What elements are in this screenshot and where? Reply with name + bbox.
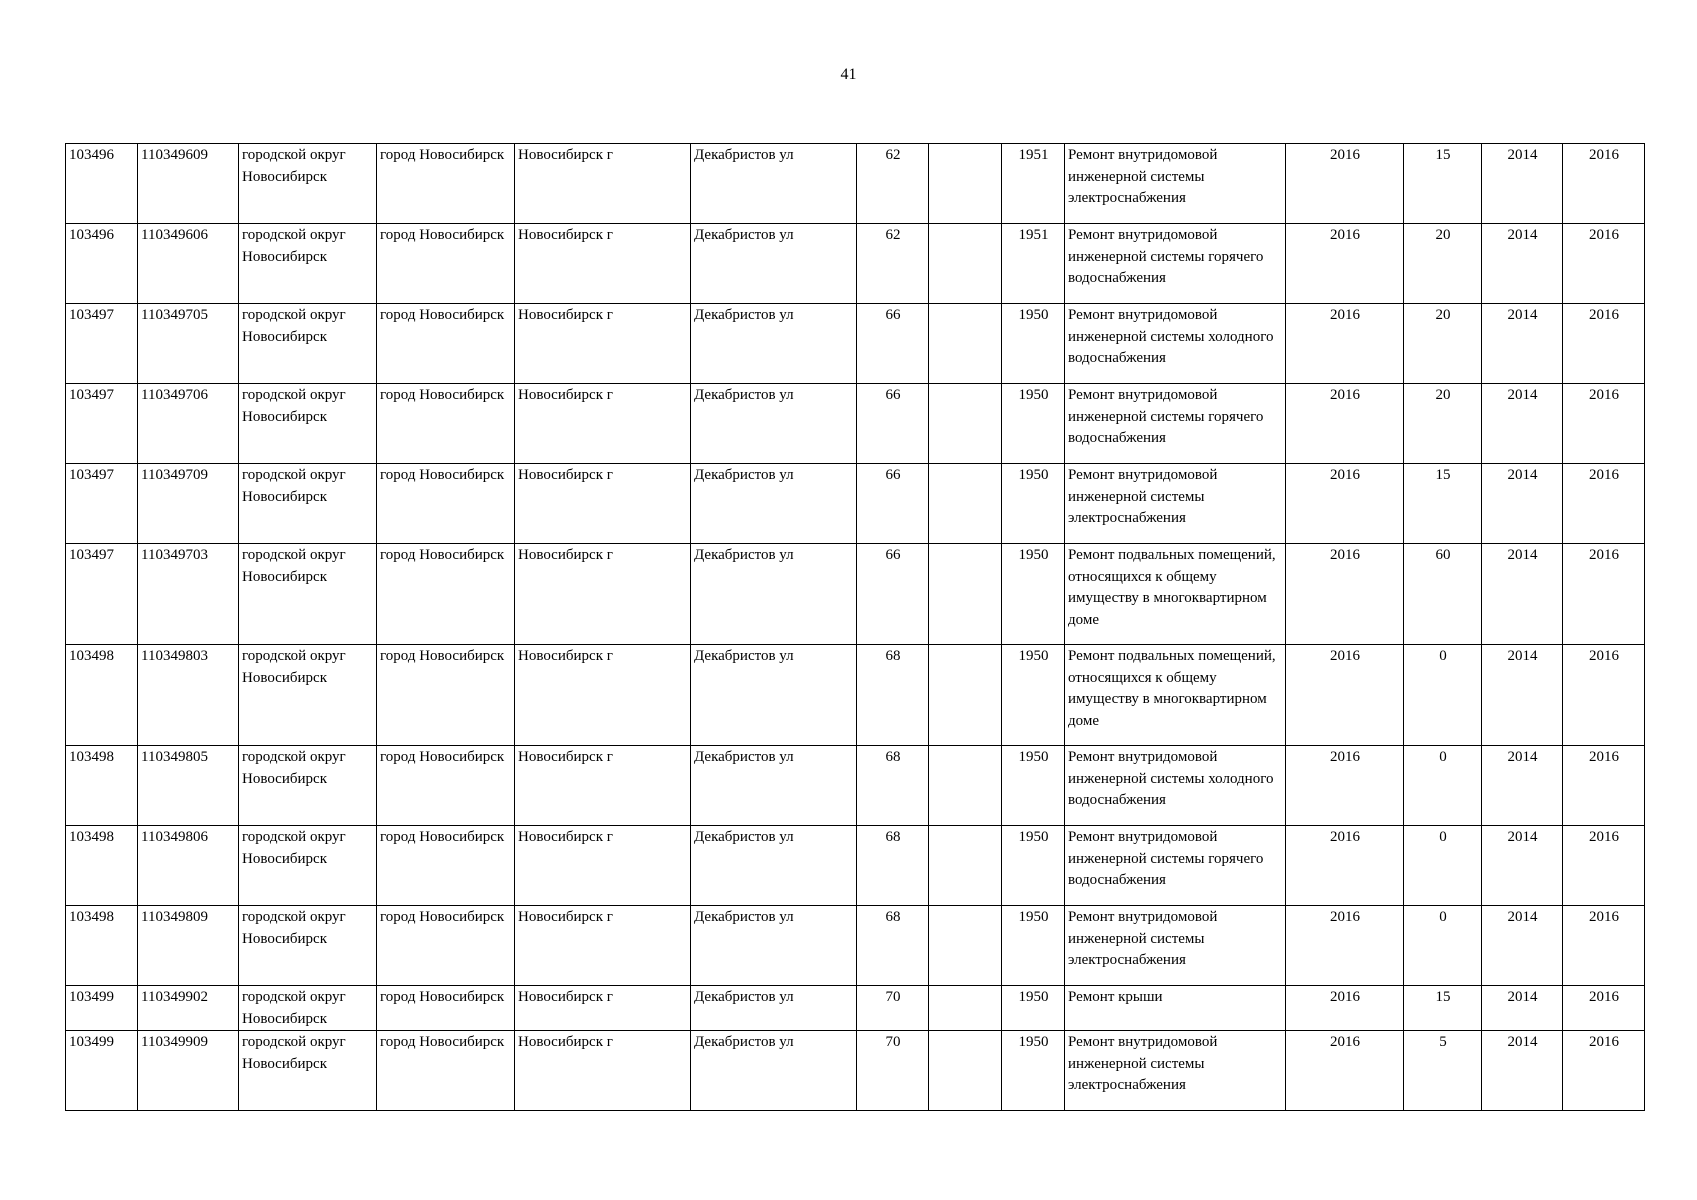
period-start-cell: 2014 — [1482, 906, 1563, 986]
work-type-cell: Ремонт внутридомовой инженерной системы холодного водоснабжения — [1065, 304, 1286, 384]
table-row — [66, 304, 1645, 384]
municipality-cell: городской округ Новосибирск — [239, 544, 377, 645]
street-cell: Декабристов ул — [691, 144, 857, 224]
table-row — [66, 906, 1645, 986]
settlement-cell: город Новосибирск — [377, 1031, 515, 1111]
house-number-cell: 66 — [857, 304, 929, 384]
table-row — [66, 384, 1645, 464]
object-id-cell: 110349806 — [138, 826, 239, 906]
object-id-cell: 110349902 — [138, 986, 239, 1031]
house-number-cell: 70 — [857, 1031, 929, 1111]
period-end-cell: 2016 — [1563, 826, 1645, 906]
planned-year-cell: 2016 — [1286, 645, 1404, 746]
object-id-cell: 110349609 — [138, 144, 239, 224]
period-start-cell: 2014 — [1482, 144, 1563, 224]
street-cell: Декабристов ул — [691, 1031, 857, 1111]
house-id-cell: 103499 — [66, 986, 138, 1031]
locality-cell: Новосибирск г — [515, 224, 691, 304]
wear-value-cell: 0 — [1404, 645, 1482, 746]
period-end-cell: 2016 — [1563, 304, 1645, 384]
house-number-cell: 68 — [857, 906, 929, 986]
house-id-cell: 103499 — [66, 1031, 138, 1111]
table-body — [66, 144, 1645, 1111]
construction-year-cell: 1950 — [1002, 1031, 1065, 1111]
period-end-cell: 2016 — [1563, 544, 1645, 645]
period-start-cell: 2014 — [1482, 746, 1563, 826]
building-cell — [929, 1031, 1002, 1111]
house-number-cell: 68 — [857, 746, 929, 826]
table-row — [66, 464, 1645, 544]
period-end-cell: 2016 — [1563, 1031, 1645, 1111]
table-row — [66, 826, 1645, 906]
municipality-cell: городской округ Новосибирск — [239, 1031, 377, 1111]
period-end-cell: 2016 — [1563, 144, 1645, 224]
building-cell — [929, 544, 1002, 645]
period-end-cell: 2016 — [1563, 986, 1645, 1031]
wear-value-cell: 60 — [1404, 544, 1482, 645]
house-id-cell: 103498 — [66, 746, 138, 826]
wear-value-cell: 15 — [1404, 986, 1482, 1031]
work-type-cell: Ремонт крыши — [1065, 986, 1286, 1031]
work-type-cell: Ремонт внутридомовой инженерной системы горячего водоснабжения — [1065, 826, 1286, 906]
settlement-cell: город Новосибирск — [377, 384, 515, 464]
period-end-cell: 2016 — [1563, 224, 1645, 304]
planned-year-cell: 2016 — [1286, 986, 1404, 1031]
period-end-cell: 2016 — [1563, 464, 1645, 544]
period-start-cell: 2014 — [1482, 986, 1563, 1031]
building-cell — [929, 746, 1002, 826]
locality-cell: Новосибирск г — [515, 144, 691, 224]
planned-year-cell: 2016 — [1286, 1031, 1404, 1111]
page-number-text: 41 — [840, 66, 857, 83]
planned-year-cell: 2016 — [1286, 464, 1404, 544]
construction-year-cell: 1951 — [1002, 224, 1065, 304]
period-end-cell: 2016 — [1563, 645, 1645, 746]
wear-value-cell: 20 — [1404, 384, 1482, 464]
planned-year-cell: 2016 — [1286, 544, 1404, 645]
locality-cell: Новосибирск г — [515, 746, 691, 826]
construction-year-cell: 1950 — [1002, 544, 1065, 645]
wear-value-cell: 0 — [1404, 826, 1482, 906]
house-number-cell: 66 — [857, 384, 929, 464]
work-type-cell: Ремонт подвальных помещений, относящихся к общему имуществу в многоквартирном доме — [1065, 544, 1286, 645]
house-id-cell: 103497 — [66, 544, 138, 645]
house-id-cell: 103497 — [66, 464, 138, 544]
settlement-cell: город Новосибирск — [377, 826, 515, 906]
work-type-cell: Ремонт подвальных помещений, относящихся к общему имуществу в многоквартирном доме — [1065, 645, 1286, 746]
house-id-cell: 103498 — [66, 645, 138, 746]
municipality-cell: городской округ Новосибирск — [239, 826, 377, 906]
period-start-cell: 2014 — [1482, 645, 1563, 746]
locality-cell: Новосибирск г — [515, 544, 691, 645]
street-cell: Декабристов ул — [691, 384, 857, 464]
locality-cell: Новосибирск г — [515, 906, 691, 986]
object-id-cell: 110349703 — [138, 544, 239, 645]
wear-value-cell: 5 — [1404, 1031, 1482, 1111]
object-id-cell: 110349606 — [138, 224, 239, 304]
building-cell — [929, 986, 1002, 1031]
building-cell — [929, 464, 1002, 544]
locality-cell: Новосибирск г — [515, 826, 691, 906]
object-id-cell: 110349705 — [138, 304, 239, 384]
settlement-cell: город Новосибирск — [377, 304, 515, 384]
work-type-cell: Ремонт внутридомовой инженерной системы электроснабжения — [1065, 464, 1286, 544]
construction-year-cell: 1950 — [1002, 304, 1065, 384]
object-id-cell: 110349803 — [138, 645, 239, 746]
settlement-cell: город Новосибирск — [377, 645, 515, 746]
house-number-cell: 62 — [857, 224, 929, 304]
house-number-cell: 70 — [857, 986, 929, 1031]
table-row — [66, 986, 1645, 1031]
planned-year-cell: 2016 — [1286, 304, 1404, 384]
wear-value-cell: 20 — [1404, 304, 1482, 384]
settlement-cell: город Новосибирск — [377, 144, 515, 224]
period-start-cell: 2014 — [1482, 544, 1563, 645]
period-start-cell: 2014 — [1482, 1031, 1563, 1111]
municipality-cell: городской округ Новосибирск — [239, 144, 377, 224]
settlement-cell: город Новосибирск — [377, 906, 515, 986]
settlement-cell: город Новосибирск — [377, 224, 515, 304]
street-cell: Декабристов ул — [691, 986, 857, 1031]
period-start-cell: 2014 — [1482, 304, 1563, 384]
house-number-cell: 66 — [857, 464, 929, 544]
wear-value-cell: 15 — [1404, 464, 1482, 544]
construction-year-cell: 1950 — [1002, 986, 1065, 1031]
street-cell: Декабристов ул — [691, 826, 857, 906]
settlement-cell: город Новосибирск — [377, 464, 515, 544]
wear-value-cell: 0 — [1404, 746, 1482, 826]
municipality-cell: городской округ Новосибирск — [239, 464, 377, 544]
capital-repair-register-table — [65, 143, 1645, 1111]
table-row — [66, 544, 1645, 645]
work-type-cell: Ремонт внутридомовой инженерной системы холодного водоснабжения — [1065, 746, 1286, 826]
building-cell — [929, 826, 1002, 906]
object-id-cell: 110349709 — [138, 464, 239, 544]
house-number-cell: 66 — [857, 544, 929, 645]
locality-cell: Новосибирск г — [515, 304, 691, 384]
building-cell — [929, 304, 1002, 384]
house-id-cell: 103497 — [66, 304, 138, 384]
municipality-cell: городской округ Новосибирск — [239, 304, 377, 384]
house-id-cell: 103498 — [66, 906, 138, 986]
planned-year-cell: 2016 — [1286, 224, 1404, 304]
planned-year-cell: 2016 — [1286, 384, 1404, 464]
settlement-cell: город Новосибирск — [377, 544, 515, 645]
building-cell — [929, 144, 1002, 224]
street-cell: Декабристов ул — [691, 645, 857, 746]
street-cell: Декабристов ул — [691, 224, 857, 304]
planned-year-cell: 2016 — [1286, 746, 1404, 826]
municipality-cell: городской округ Новосибирск — [239, 384, 377, 464]
street-cell: Декабристов ул — [691, 544, 857, 645]
planned-year-cell: 2016 — [1286, 906, 1404, 986]
table-row — [66, 645, 1645, 746]
street-cell: Декабристов ул — [691, 746, 857, 826]
work-type-cell: Ремонт внутридомовой инженерной системы горячего водоснабжения — [1065, 224, 1286, 304]
page-number — [0, 66, 1697, 84]
locality-cell: Новосибирск г — [515, 645, 691, 746]
planned-year-cell: 2016 — [1286, 826, 1404, 906]
period-start-cell: 2014 — [1482, 826, 1563, 906]
work-type-cell: Ремонт внутридомовой инженерной системы электроснабжения — [1065, 906, 1286, 986]
house-id-cell: 103497 — [66, 384, 138, 464]
table-row — [66, 224, 1645, 304]
house-number-cell: 68 — [857, 826, 929, 906]
construction-year-cell: 1951 — [1002, 144, 1065, 224]
period-end-cell: 2016 — [1563, 746, 1645, 826]
period-start-cell: 2014 — [1482, 464, 1563, 544]
planned-year-cell: 2016 — [1286, 144, 1404, 224]
house-number-cell: 68 — [857, 645, 929, 746]
municipality-cell: городской округ Новосибирск — [239, 986, 377, 1031]
construction-year-cell: 1950 — [1002, 464, 1065, 544]
object-id-cell: 110349805 — [138, 746, 239, 826]
table-row — [66, 746, 1645, 826]
period-end-cell: 2016 — [1563, 384, 1645, 464]
table-row — [66, 1031, 1645, 1111]
municipality-cell: городской округ Новосибирск — [239, 746, 377, 826]
locality-cell: Новосибирск г — [515, 1031, 691, 1111]
locality-cell: Новосибирск г — [515, 464, 691, 544]
house-number-cell: 62 — [857, 144, 929, 224]
wear-value-cell: 15 — [1404, 144, 1482, 224]
street-cell: Декабристов ул — [691, 906, 857, 986]
wear-value-cell: 20 — [1404, 224, 1482, 304]
work-type-cell: Ремонт внутридомовой инженерной системы электроснабжения — [1065, 144, 1286, 224]
construction-year-cell: 1950 — [1002, 645, 1065, 746]
object-id-cell: 110349706 — [138, 384, 239, 464]
wear-value-cell: 0 — [1404, 906, 1482, 986]
object-id-cell: 110349909 — [138, 1031, 239, 1111]
object-id-cell: 110349809 — [138, 906, 239, 986]
locality-cell: Новосибирск г — [515, 986, 691, 1031]
municipality-cell: городской округ Новосибирск — [239, 224, 377, 304]
work-type-cell: Ремонт внутридомовой инженерной системы электроснабжения — [1065, 1031, 1286, 1111]
period-start-cell: 2014 — [1482, 384, 1563, 464]
building-cell — [929, 645, 1002, 746]
house-id-cell: 103496 — [66, 144, 138, 224]
municipality-cell: городской округ Новосибирск — [239, 906, 377, 986]
construction-year-cell: 1950 — [1002, 384, 1065, 464]
street-cell: Декабристов ул — [691, 304, 857, 384]
work-type-cell: Ремонт внутридомовой инженерной системы горячего водоснабжения — [1065, 384, 1286, 464]
house-id-cell: 103498 — [66, 826, 138, 906]
building-cell — [929, 384, 1002, 464]
building-cell — [929, 906, 1002, 986]
settlement-cell: город Новосибирск — [377, 986, 515, 1031]
period-start-cell: 2014 — [1482, 224, 1563, 304]
building-cell — [929, 224, 1002, 304]
municipality-cell: городской округ Новосибирск — [239, 645, 377, 746]
construction-year-cell: 1950 — [1002, 826, 1065, 906]
house-id-cell: 103496 — [66, 224, 138, 304]
construction-year-cell: 1950 — [1002, 746, 1065, 826]
street-cell: Декабристов ул — [691, 464, 857, 544]
settlement-cell: город Новосибирск — [377, 746, 515, 826]
table-row — [66, 144, 1645, 224]
construction-year-cell: 1950 — [1002, 906, 1065, 986]
period-end-cell: 2016 — [1563, 906, 1645, 986]
locality-cell: Новосибирск г — [515, 384, 691, 464]
